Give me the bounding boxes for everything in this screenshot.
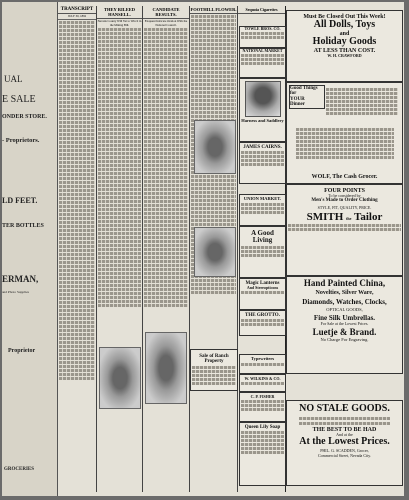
ad-heading: JAMES CAIRNS.: [243, 145, 282, 150]
union-market-ad: [239, 194, 286, 226]
ad-heading: Tailor: [354, 210, 383, 223]
fisher-ad: [239, 392, 286, 422]
gutter-text: and Photo Supplies: [2, 290, 30, 294]
ad-line: For Sale at the Lowest Prices.: [320, 321, 369, 327]
ad-heading: YOUR: [290, 96, 305, 102]
ad-line: PHIL. G. SCADDEN, Grocer,: [320, 448, 369, 454]
dolls-toys-ad: [286, 10, 403, 82]
ad-line: Commercial Street, Nevada City.: [318, 452, 371, 458]
scadden-grocer-ad: [286, 400, 403, 486]
towle-ad: [239, 26, 286, 48]
gutter-text: E SALE: [2, 94, 36, 105]
ad-line: STYLE, FIT, QUALITY, PRICE.: [317, 204, 372, 210]
ad-heading: C. P. FISHER: [250, 394, 275, 399]
ad-heading: Holiday Goods: [312, 36, 377, 48]
gutter-text: Proprietor: [8, 348, 36, 354]
gutter-text: UAL: [4, 74, 23, 84]
gutter-text: - Proprietors.: [2, 137, 40, 144]
left-edge-column: [2, 2, 58, 496]
ad-line: No Charge For Engraving.: [320, 336, 369, 342]
ad-heading: All Dolls, Toys: [313, 19, 376, 31]
ad-heading: W. WILKINS & CO.: [244, 376, 281, 381]
ad-heading: SMITH: [306, 210, 344, 223]
ad-heading: Magic Lanterns: [245, 281, 280, 286]
ad-heading: Living: [252, 236, 273, 245]
ad-heading: Sale of Ranch Property: [199, 354, 229, 365]
ad-line: Novelties, Silver Ware,: [315, 290, 374, 297]
ad-heading: NATIONAL MARKET: [242, 48, 283, 53]
grotto-ad: [239, 310, 286, 336]
fashion-illustration: [194, 227, 236, 277]
column-subhead: Nevada County Will Yet to Win It in the Mining Bill.: [97, 19, 142, 27]
typewriters-ad: [239, 354, 286, 374]
column-subhead: Eloquent Intricate Oration With the National Council.: [144, 19, 188, 27]
ad-line: Fine Silk Umbrellas.: [313, 313, 376, 322]
column-headline: Sequoia Cigarettes: [238, 6, 285, 14]
ad-heading: Good Things for: [290, 86, 318, 97]
ad-signature: W. H. CRAWFORD: [327, 52, 362, 58]
ad-heading: Hand Painted China,: [303, 278, 386, 288]
gutter-text: ONDER STORE.: [2, 114, 47, 120]
ad-line: Diamonds, Watches, Clocks,: [302, 297, 387, 306]
newspaper-page: [2, 2, 404, 496]
jeweler-ad: [286, 276, 403, 374]
ad-heading: Queen Lily Soap: [244, 425, 281, 430]
ad-heading: A Good: [251, 229, 274, 237]
news-column-2: [97, 6, 143, 492]
masthead: TRANSCRIPT: [58, 6, 96, 14]
ad-line: the: [346, 215, 352, 221]
ad-heading: Harness and Saddlery: [241, 118, 284, 123]
column-headline: CANDIDATE RESULTS.: [143, 6, 189, 19]
lanterns-ad: [239, 278, 286, 310]
ad-line: and: [339, 30, 350, 37]
soap-ad: [239, 422, 286, 486]
horse-illustration: [245, 81, 281, 117]
ad-heading: TOWLE BROS. CO.: [244, 26, 281, 31]
news-column-1: [58, 6, 97, 492]
ad-line: OPTICAL GOODS,: [326, 307, 363, 313]
masthead-date: JULY 30, 1892: [67, 14, 87, 18]
wilkins-ad: [239, 374, 286, 392]
news-column-3: [143, 6, 190, 492]
column-headline: THEY RILEED HANSELL.: [97, 6, 142, 19]
ad-heading: UNION MARKET.: [243, 196, 282, 201]
ad-line: Must Be Closed Out This Week!: [303, 14, 386, 20]
good-living-ad: [239, 226, 286, 278]
cairns-ad: [239, 142, 286, 184]
property-ad: [190, 349, 238, 391]
ad-line: AT LESS THAN COST.: [313, 47, 376, 54]
gutter-text: ERMAN,: [2, 274, 39, 284]
gutter-text: GROCERIES: [4, 467, 35, 472]
ad-line: To be considered by: [328, 193, 361, 199]
ad-heading: NO STALE GOODS.: [299, 403, 390, 414]
ad-heading: THE GROTTO.: [245, 313, 280, 318]
market-ad: [239, 48, 286, 78]
ad-heading: FOUR POINTS: [324, 188, 365, 194]
ad-subheading: And Stereopticons: [246, 285, 279, 291]
fashion-illustration: [194, 120, 236, 174]
column-headline: FOOTHILL FLOWER.: [190, 7, 237, 12]
ad-heading: WOLF, The Cash Grocer.: [311, 173, 378, 180]
gutter-text: TER BOTTLES: [2, 223, 44, 229]
harness-ad: [239, 78, 286, 142]
ad-line: And at the: [336, 431, 353, 437]
tailor-ad: [286, 184, 403, 276]
gutter-text: LD FEET.: [2, 196, 38, 205]
cartoon-illustration: [145, 332, 187, 404]
ad-line: THE BEST TO BE HAD: [312, 426, 377, 433]
ad-heading: Dinner: [290, 101, 305, 107]
ad-line: Men's Made to Order Clothing: [311, 198, 378, 204]
grocer-ad: [286, 82, 403, 184]
ad-heading: Luetje & Brand.: [312, 327, 377, 338]
ad-heading: Typewriters: [250, 356, 275, 361]
ad-heading: At the Lowest Prices.: [299, 435, 390, 447]
cartoon-illustration: [99, 347, 141, 409]
